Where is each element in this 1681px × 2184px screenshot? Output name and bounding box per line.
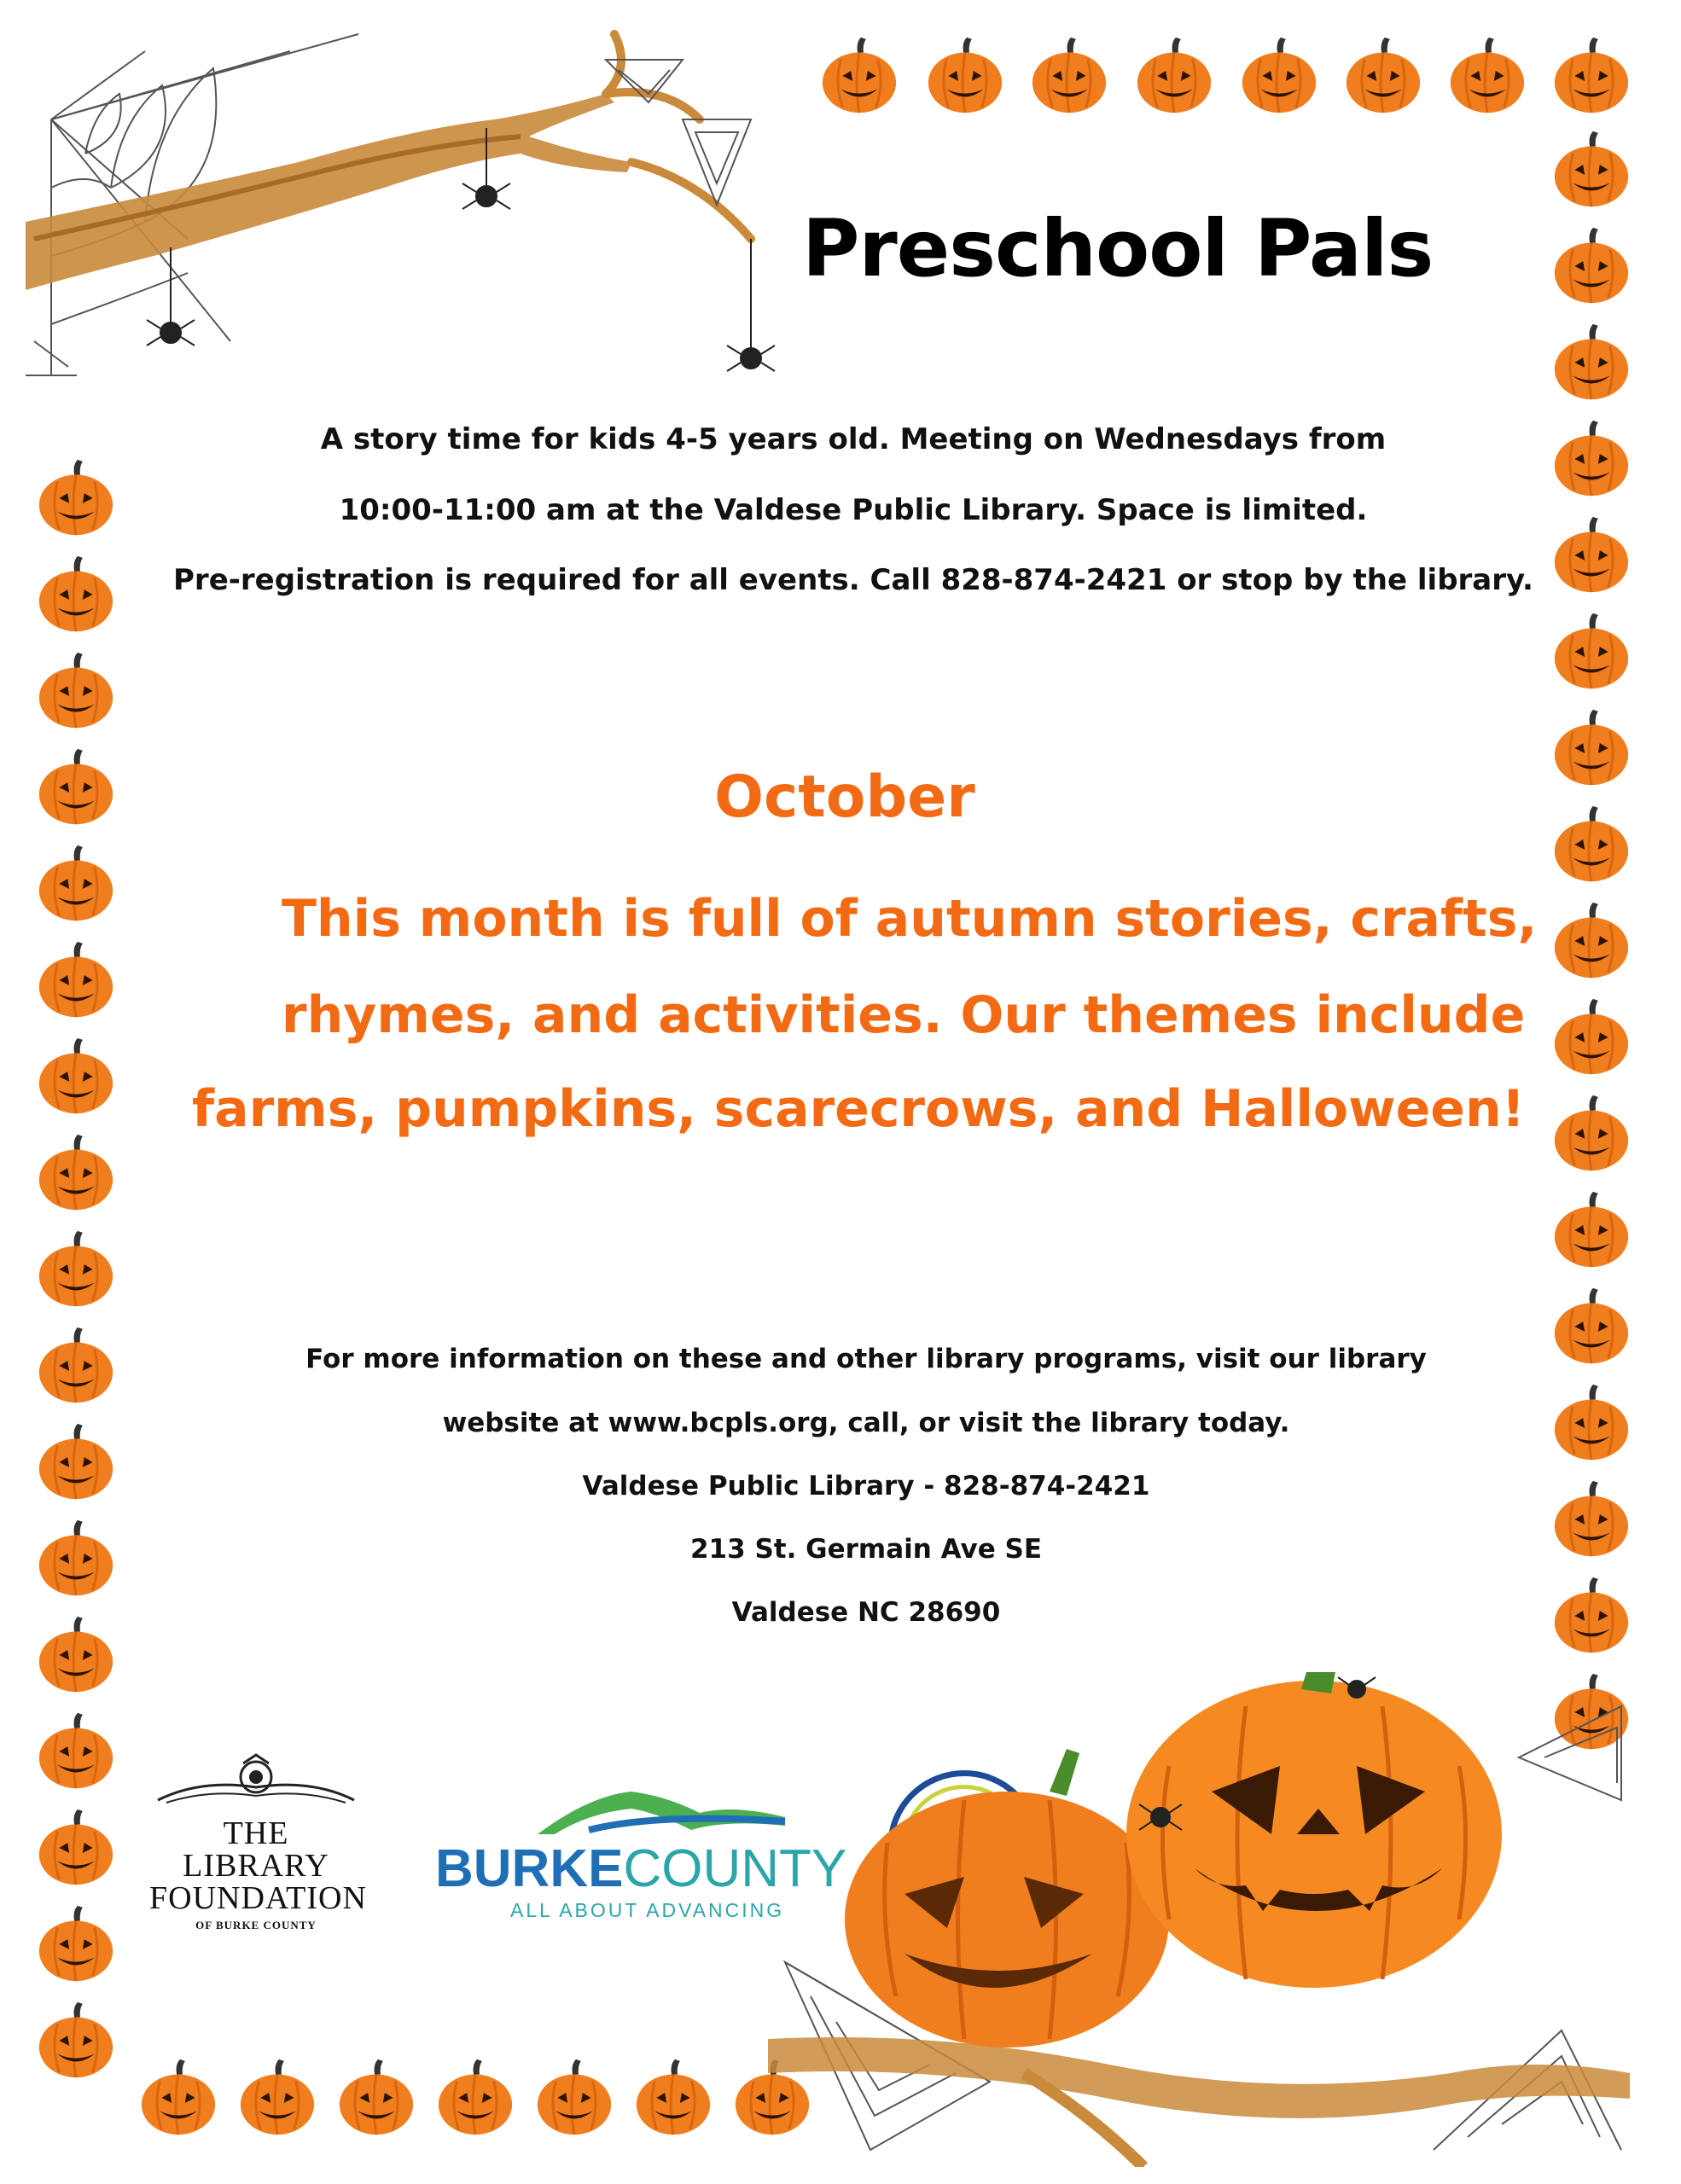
jack-o-lantern-icon	[34, 1902, 118, 1986]
jack-o-lantern-icon	[1550, 128, 1633, 212]
county-word: COUNTY	[623, 1839, 847, 1898]
jack-o-lantern-icon	[34, 1131, 118, 1215]
jack-o-lantern-icon	[1445, 34, 1529, 118]
info-line-2: website at www.bcpls.org, call, or visit the library today.	[442, 1408, 1290, 1438]
flyer-title: Preschool Pals	[802, 203, 1434, 294]
jack-o-lantern-icon	[34, 1999, 118, 2082]
jack-o-lantern-icon	[1027, 34, 1111, 118]
intro-line-3: Pre-registration is required for all events. Call 828-874-2421 or stop by the library.	[173, 563, 1533, 597]
info-line-5: Valdese NC 28690	[731, 1597, 1001, 1628]
info-line-1: For more information on these and other library programs, visit our library	[305, 1344, 1427, 1374]
info-line-3: Valdese Public Library - 828-874-2421	[582, 1471, 1150, 1502]
jack-o-lantern-icon	[1550, 1188, 1633, 1272]
foundation-line-3: OF BURKE COUNTY	[195, 1919, 317, 1931]
jack-o-lantern-icon	[34, 1228, 118, 1311]
jack-o-lantern-icon	[1550, 610, 1633, 694]
intro-line-1: A story time for kids 4-5 years old. Meeting on Wednesdays from	[320, 422, 1387, 456]
jack-o-lantern-icon	[34, 1035, 118, 1118]
jack-o-lantern-icon	[1550, 224, 1633, 308]
info-line-4: 213 St. Germain Ave SE	[689, 1534, 1043, 1565]
foundation-line-1: THE LIBRARY	[183, 1815, 329, 1884]
feature-line-3: farms, pumpkins, scarecrows, and Halloween!	[192, 1079, 1526, 1139]
jack-o-lantern-icon	[137, 2056, 220, 2140]
month-heading: October	[714, 764, 975, 831]
jack-o-lantern-icon	[1237, 34, 1321, 118]
jack-o-lantern-icon	[34, 1710, 118, 1793]
spider-web-branch-icon	[17, 17, 853, 410]
jack-o-lantern-icon	[1550, 996, 1633, 1079]
library-foundation-logo	[149, 1753, 367, 1931]
jack-o-lantern-icon	[1132, 34, 1216, 118]
jack-o-lantern-icon	[1341, 34, 1425, 118]
jack-o-lantern-icon	[1550, 34, 1633, 118]
jack-o-lantern-icon	[532, 2056, 616, 2140]
foundation-line-2: FOUNDATION	[149, 1880, 367, 1916]
jack-o-lantern-pair-icon	[768, 1672, 1630, 2167]
jack-o-lantern-icon	[34, 938, 118, 1022]
feature-line-1: This month is full of autumn stories, crafts,	[282, 889, 1538, 949]
mountain-icon	[538, 1787, 794, 1838]
jack-o-lantern-icon	[1550, 899, 1633, 983]
jack-o-lantern-icon	[34, 842, 118, 926]
intro-line-2: 10:00-11:00 am at the Valdese Public Library. Space is limited.	[339, 493, 1368, 527]
burke-tagline: ALL ABOUT ADVANCING	[510, 1899, 785, 1921]
jack-o-lantern-icon	[631, 2056, 715, 2140]
jack-o-lantern-icon	[1550, 321, 1633, 404]
crest-icon	[149, 1753, 363, 1813]
jack-o-lantern-icon	[923, 34, 1007, 118]
jack-o-lantern-icon	[433, 2056, 517, 2140]
burke-word: BURKE	[435, 1839, 624, 1898]
jack-o-lantern-icon	[334, 2056, 418, 2140]
feature-line-2: rhymes, and activities. Our themes include	[282, 985, 1526, 1045]
jack-o-lantern-icon	[236, 2056, 319, 2140]
jack-o-lantern-icon	[34, 1806, 118, 1890]
jack-o-lantern-icon	[1550, 1092, 1633, 1176]
jack-o-lantern-icon	[34, 649, 118, 733]
